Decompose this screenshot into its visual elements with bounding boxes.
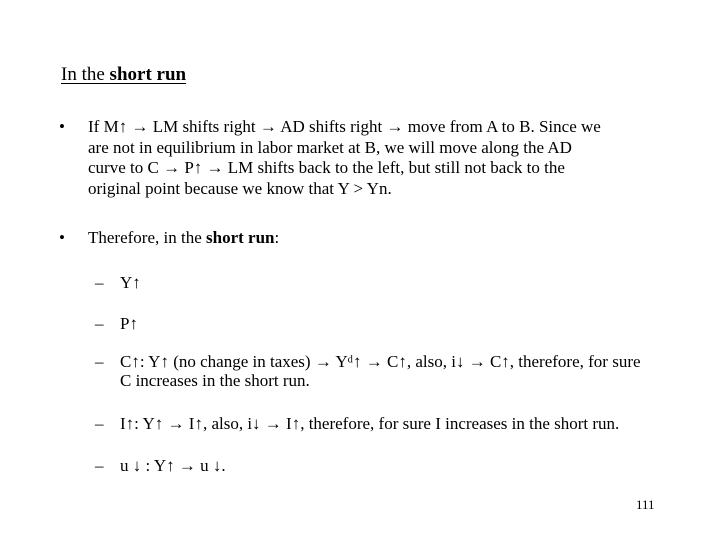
bullet-prefix: Therefore, in the (88, 228, 206, 247)
sub-line: C↑: Y↑ (no change in taxes) → Yᵈ↑ → C↑, also, i↓ → C↑, therefore, for sure (120, 352, 641, 371)
sub-text (120, 314, 695, 333)
bullet-line: curve to C → P↑ → LM shifts back to the left, but still not back to the (88, 158, 565, 177)
sub-dash: – (95, 414, 104, 433)
sub-line: C increases in the short run. (120, 371, 310, 390)
heading-prefix: In the (61, 64, 110, 85)
bullet-suffix: : (274, 228, 280, 247)
bullet-line: If M↑ → LM shifts right → AD shifts right → move from A to B. Since we (88, 117, 601, 136)
bullet-text (88, 228, 708, 249)
slide-heading (61, 64, 186, 86)
sub-dash: – (95, 352, 104, 371)
sub-text (120, 414, 695, 433)
page-number: 111 (636, 497, 655, 512)
bullet-line: original point because we know that Y > Yn. (88, 178, 392, 198)
sub-text (120, 273, 695, 292)
sub-line: u ↓ : Y↑ → u ↓. (120, 456, 226, 475)
sub-text (120, 456, 695, 475)
sub-text (120, 352, 695, 390)
bullet-dot: • (59, 117, 65, 136)
sub-dash: – (95, 456, 104, 475)
sub-line: I↑: Y↑ → I↑, also, i↓ → I↑, therefore, for sure I increases in the short run. (120, 414, 620, 433)
bullet-bold: short run (206, 228, 275, 247)
sub-line: P↑ (120, 314, 138, 333)
sub-line: Y↑ (120, 273, 141, 292)
bullet-line: are not in equilibrium in labor market at B, we will move along the AD (88, 137, 572, 157)
sub-dash: – (95, 273, 104, 292)
sub-dash: – (95, 314, 104, 333)
bullet-dot: • (59, 228, 65, 247)
heading-bold: short run (109, 64, 187, 85)
bullet-text (88, 117, 708, 199)
